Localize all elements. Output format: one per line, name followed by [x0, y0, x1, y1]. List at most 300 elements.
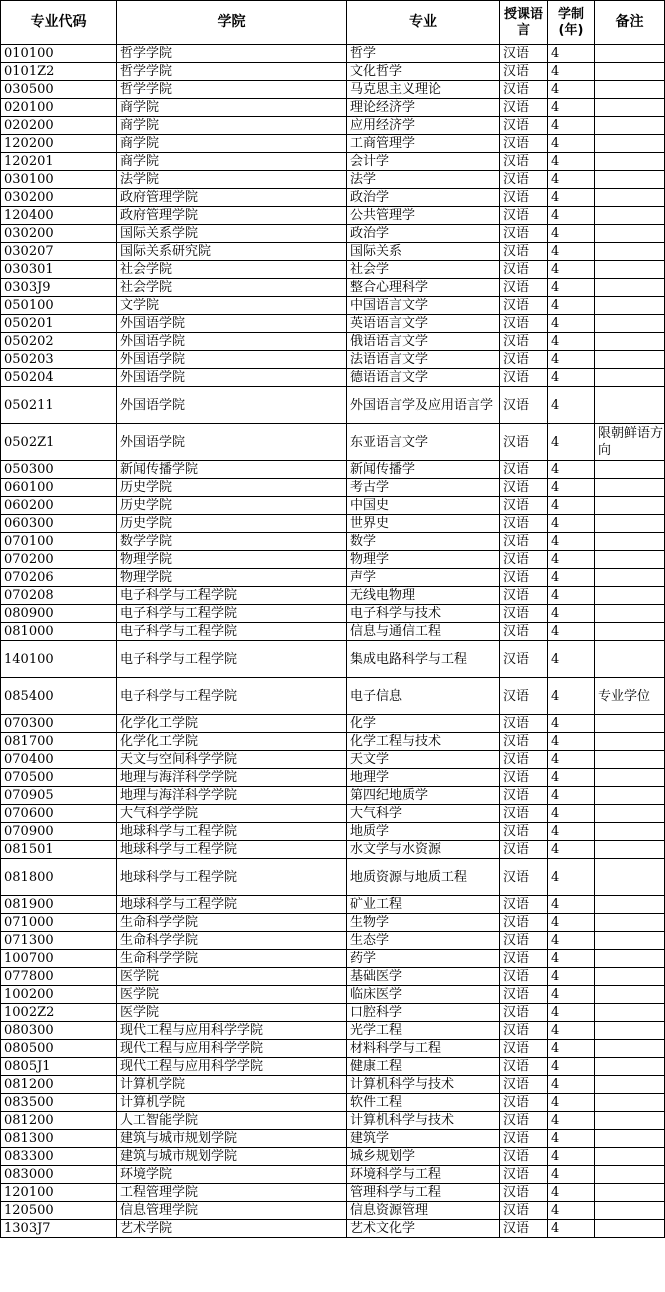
code-cell: 083500 [1, 1094, 117, 1112]
table-row [1, 986, 665, 1004]
table-row [1, 1094, 665, 1112]
language-cell: 汉语 [500, 841, 548, 859]
code-cell: 070206 [1, 569, 117, 587]
major-cell: 水文学与水资源 [347, 841, 500, 859]
header-college: 学院 [117, 1, 347, 45]
code-cell: 0303J9 [1, 279, 117, 297]
note-cell [595, 387, 665, 424]
code-cell: 070500 [1, 769, 117, 787]
note-cell [595, 823, 665, 841]
duration-cell: 4 [548, 315, 595, 333]
language-cell: 汉语 [500, 153, 548, 171]
table-row [1, 369, 665, 387]
code-cell: 081900 [1, 896, 117, 914]
duration-cell: 4 [548, 45, 595, 63]
duration-cell: 4 [548, 297, 595, 315]
language-cell: 汉语 [500, 751, 548, 769]
language-cell: 汉语 [500, 623, 548, 641]
table-row [1, 515, 665, 533]
major-cell: 健康工程 [347, 1058, 500, 1076]
college-cell: 环境学院 [117, 1166, 347, 1184]
major-cell: 数学 [347, 533, 500, 551]
code-cell: 060100 [1, 479, 117, 497]
note-cell [595, 351, 665, 369]
note-cell [595, 515, 665, 533]
duration-cell: 4 [548, 805, 595, 823]
language-cell: 汉语 [500, 896, 548, 914]
duration-cell: 4 [548, 1202, 595, 1220]
code-cell: 071300 [1, 932, 117, 950]
table-row [1, 678, 665, 715]
major-cell: 建筑学 [347, 1130, 500, 1148]
note-cell [595, 751, 665, 769]
college-cell: 商学院 [117, 153, 347, 171]
major-cell: 马克思主义理论 [347, 81, 500, 99]
language-cell: 汉语 [500, 189, 548, 207]
language-cell: 汉语 [500, 950, 548, 968]
table-row [1, 551, 665, 569]
code-cell: 070400 [1, 751, 117, 769]
table-row [1, 605, 665, 623]
language-cell: 汉语 [500, 515, 548, 533]
duration-cell: 4 [548, 968, 595, 986]
language-cell: 汉语 [500, 733, 548, 751]
duration-cell: 4 [548, 841, 595, 859]
major-cell: 会计学 [347, 153, 500, 171]
duration-cell: 4 [548, 1040, 595, 1058]
duration-cell: 4 [548, 678, 595, 715]
code-cell: 050100 [1, 297, 117, 315]
table-header-row [1, 1, 665, 45]
note-cell [595, 135, 665, 153]
table-row [1, 1022, 665, 1040]
college-cell: 哲学学院 [117, 63, 347, 81]
duration-cell: 4 [548, 1094, 595, 1112]
table-row [1, 315, 665, 333]
duration-cell: 4 [548, 533, 595, 551]
table-row [1, 1076, 665, 1094]
note-cell [595, 587, 665, 605]
major-cell: 管理科学与工程 [347, 1184, 500, 1202]
table-row [1, 950, 665, 968]
note-cell [595, 1076, 665, 1094]
code-cell: 120100 [1, 1184, 117, 1202]
table-row [1, 63, 665, 81]
duration-cell: 4 [548, 986, 595, 1004]
college-cell: 电子科学与工程学院 [117, 641, 347, 678]
college-cell: 社会学院 [117, 261, 347, 279]
major-cell: 法语语言文学 [347, 351, 500, 369]
duration-cell: 4 [548, 1112, 595, 1130]
major-cell: 外国语言学及应用语言学 [347, 387, 500, 424]
code-cell: 030207 [1, 243, 117, 261]
major-cell: 化学工程与技术 [347, 733, 500, 751]
code-cell: 050202 [1, 333, 117, 351]
code-cell: 010100 [1, 45, 117, 63]
major-cell: 地质资源与地质工程 [347, 859, 500, 896]
table-row [1, 1202, 665, 1220]
table-row [1, 171, 665, 189]
duration-cell: 4 [548, 225, 595, 243]
table-row [1, 1130, 665, 1148]
language-cell: 汉语 [500, 1022, 548, 1040]
major-cell: 电子科学与技术 [347, 605, 500, 623]
code-cell: 050211 [1, 387, 117, 424]
college-cell: 天文与空间科学学院 [117, 751, 347, 769]
note-cell [595, 207, 665, 225]
major-cell: 整合心理科学 [347, 279, 500, 297]
language-cell: 汉语 [500, 171, 548, 189]
code-cell: 030301 [1, 261, 117, 279]
header-code: 专业代码 [1, 1, 117, 45]
note-cell [595, 225, 665, 243]
code-cell: 081200 [1, 1076, 117, 1094]
header-major: 专业 [347, 1, 500, 45]
table-row [1, 896, 665, 914]
duration-cell: 4 [548, 823, 595, 841]
note-cell [595, 461, 665, 479]
major-cell: 物理学 [347, 551, 500, 569]
code-cell: 140100 [1, 641, 117, 678]
language-cell: 汉语 [500, 81, 548, 99]
code-cell: 081501 [1, 841, 117, 859]
duration-cell: 4 [548, 1022, 595, 1040]
college-cell: 物理学院 [117, 569, 347, 587]
language-cell: 汉语 [500, 587, 548, 605]
major-cell: 化学 [347, 715, 500, 733]
code-cell: 081000 [1, 623, 117, 641]
major-cell: 生态学 [347, 932, 500, 950]
table-row [1, 153, 665, 171]
major-cell: 材料科学与工程 [347, 1040, 500, 1058]
duration-cell: 4 [548, 99, 595, 117]
note-cell [595, 1040, 665, 1058]
college-cell: 现代工程与应用科学学院 [117, 1022, 347, 1040]
major-cell: 德语语言文学 [347, 369, 500, 387]
table-row [1, 1004, 665, 1022]
code-cell: 050201 [1, 315, 117, 333]
college-cell: 电子科学与工程学院 [117, 587, 347, 605]
table-row [1, 479, 665, 497]
language-cell: 汉语 [500, 333, 548, 351]
code-cell: 120200 [1, 135, 117, 153]
language-cell: 汉语 [500, 117, 548, 135]
header-language: 授课语言 [500, 1, 548, 45]
language-cell: 汉语 [500, 914, 548, 932]
major-cell: 文化哲学 [347, 63, 500, 81]
note-cell [595, 1184, 665, 1202]
note-cell [595, 787, 665, 805]
language-cell: 汉语 [500, 787, 548, 805]
major-cell: 艺术文化学 [347, 1220, 500, 1238]
note-cell [595, 932, 665, 950]
language-cell: 汉语 [500, 569, 548, 587]
duration-cell: 4 [548, 81, 595, 99]
major-cell: 口腔科学 [347, 1004, 500, 1022]
note-cell [595, 153, 665, 171]
note-cell: 专业学位 [595, 678, 665, 715]
major-cell: 哲学 [347, 45, 500, 63]
language-cell: 汉语 [500, 605, 548, 623]
duration-cell: 4 [548, 1148, 595, 1166]
code-cell: 050203 [1, 351, 117, 369]
duration-cell: 4 [548, 1076, 595, 1094]
college-cell: 新闻传播学院 [117, 461, 347, 479]
table-row [1, 569, 665, 587]
language-cell: 汉语 [500, 1148, 548, 1166]
college-cell: 地理与海洋科学学院 [117, 769, 347, 787]
note-cell [595, 189, 665, 207]
code-cell: 060200 [1, 497, 117, 515]
major-cell: 大气科学 [347, 805, 500, 823]
code-cell: 080900 [1, 605, 117, 623]
language-cell: 汉语 [500, 1004, 548, 1022]
table-row [1, 715, 665, 733]
duration-cell: 4 [548, 1184, 595, 1202]
table-row [1, 859, 665, 896]
duration-cell: 4 [548, 641, 595, 678]
note-cell [595, 315, 665, 333]
code-cell: 020200 [1, 117, 117, 135]
code-cell: 120500 [1, 1202, 117, 1220]
note-cell [595, 1022, 665, 1040]
table-row [1, 1148, 665, 1166]
major-cell: 药学 [347, 950, 500, 968]
code-cell: 081300 [1, 1130, 117, 1148]
code-cell: 083000 [1, 1166, 117, 1184]
note-cell [595, 497, 665, 515]
major-cell: 社会学 [347, 261, 500, 279]
note-cell [595, 171, 665, 189]
code-cell: 060300 [1, 515, 117, 533]
table-row [1, 424, 665, 461]
table-row [1, 279, 665, 297]
major-cell: 声学 [347, 569, 500, 587]
table-row [1, 733, 665, 751]
major-cell: 矿业工程 [347, 896, 500, 914]
duration-cell: 4 [548, 751, 595, 769]
duration-cell: 4 [548, 623, 595, 641]
college-cell: 外国语学院 [117, 333, 347, 351]
college-cell: 地球科学与工程学院 [117, 841, 347, 859]
table-row [1, 99, 665, 117]
note-cell [595, 641, 665, 678]
duration-cell: 4 [548, 1004, 595, 1022]
duration-cell: 4 [548, 243, 595, 261]
college-cell: 计算机学院 [117, 1076, 347, 1094]
duration-cell: 4 [548, 153, 595, 171]
major-cell: 无线电物理 [347, 587, 500, 605]
note-cell [595, 605, 665, 623]
college-cell: 计算机学院 [117, 1094, 347, 1112]
language-cell: 汉语 [500, 207, 548, 225]
college-cell: 哲学学院 [117, 45, 347, 63]
note-cell [595, 45, 665, 63]
language-cell: 汉语 [500, 932, 548, 950]
code-cell: 070905 [1, 787, 117, 805]
code-cell: 071000 [1, 914, 117, 932]
language-cell: 汉语 [500, 986, 548, 1004]
table-row [1, 787, 665, 805]
duration-cell: 4 [548, 932, 595, 950]
note-cell [595, 1148, 665, 1166]
major-cell: 临床医学 [347, 986, 500, 1004]
note-cell [595, 623, 665, 641]
note-cell [595, 950, 665, 968]
language-cell: 汉语 [500, 461, 548, 479]
duration-cell: 4 [548, 261, 595, 279]
major-cell: 俄语语言文学 [347, 333, 500, 351]
table-row [1, 1166, 665, 1184]
note-cell [595, 479, 665, 497]
college-cell: 外国语学院 [117, 315, 347, 333]
language-cell: 汉语 [500, 1058, 548, 1076]
college-cell: 人工智能学院 [117, 1112, 347, 1130]
table-row [1, 225, 665, 243]
language-cell: 汉语 [500, 45, 548, 63]
table-row [1, 117, 665, 135]
code-cell: 081800 [1, 859, 117, 896]
table-row [1, 45, 665, 63]
college-cell: 电子科学与工程学院 [117, 605, 347, 623]
code-cell: 050204 [1, 369, 117, 387]
table-row [1, 135, 665, 153]
code-cell: 1002Z2 [1, 1004, 117, 1022]
code-cell: 030100 [1, 171, 117, 189]
duration-cell: 4 [548, 950, 595, 968]
table-row [1, 823, 665, 841]
major-cell: 应用经济学 [347, 117, 500, 135]
college-cell: 商学院 [117, 117, 347, 135]
duration-cell: 4 [548, 515, 595, 533]
college-cell: 地球科学与工程学院 [117, 823, 347, 841]
language-cell: 汉语 [500, 1076, 548, 1094]
language-cell: 汉语 [500, 1166, 548, 1184]
code-cell: 020100 [1, 99, 117, 117]
major-cell: 英语语言文学 [347, 315, 500, 333]
code-cell: 070900 [1, 823, 117, 841]
table-row [1, 81, 665, 99]
major-cell: 计算机科学与技术 [347, 1112, 500, 1130]
college-cell: 物理学院 [117, 551, 347, 569]
note-cell [595, 914, 665, 932]
duration-cell: 4 [548, 171, 595, 189]
language-cell: 汉语 [500, 351, 548, 369]
table-row [1, 968, 665, 986]
duration-cell: 4 [548, 479, 595, 497]
major-cell: 基础医学 [347, 968, 500, 986]
table-row [1, 461, 665, 479]
note-cell [595, 533, 665, 551]
code-cell: 1303J7 [1, 1220, 117, 1238]
college-cell: 生命科学学院 [117, 932, 347, 950]
code-cell: 100200 [1, 986, 117, 1004]
note-cell [595, 63, 665, 81]
college-cell: 国际关系研究院 [117, 243, 347, 261]
college-cell: 电子科学与工程学院 [117, 623, 347, 641]
college-cell: 医学院 [117, 986, 347, 1004]
table-row [1, 914, 665, 932]
college-cell: 历史学院 [117, 479, 347, 497]
language-cell: 汉语 [500, 859, 548, 896]
college-cell: 哲学学院 [117, 81, 347, 99]
major-cell: 城乡规划学 [347, 1148, 500, 1166]
duration-cell: 4 [548, 135, 595, 153]
code-cell: 120201 [1, 153, 117, 171]
code-cell: 030200 [1, 225, 117, 243]
code-cell: 080300 [1, 1022, 117, 1040]
code-cell: 081700 [1, 733, 117, 751]
language-cell: 汉语 [500, 641, 548, 678]
language-cell: 汉语 [500, 1184, 548, 1202]
code-cell: 030500 [1, 81, 117, 99]
college-cell: 化学化工学院 [117, 733, 347, 751]
language-cell: 汉语 [500, 243, 548, 261]
college-cell: 医学院 [117, 1004, 347, 1022]
college-cell: 电子科学与工程学院 [117, 678, 347, 715]
college-cell: 地理与海洋科学学院 [117, 787, 347, 805]
table-row [1, 189, 665, 207]
college-cell: 外国语学院 [117, 351, 347, 369]
major-cell: 中国语言文学 [347, 297, 500, 315]
language-cell: 汉语 [500, 479, 548, 497]
note-cell [595, 1004, 665, 1022]
duration-cell: 4 [548, 351, 595, 369]
note-cell [595, 1220, 665, 1238]
major-cell: 工商管理学 [347, 135, 500, 153]
note-cell [595, 569, 665, 587]
note-cell [595, 805, 665, 823]
note-cell [595, 551, 665, 569]
table-row [1, 297, 665, 315]
college-cell: 现代工程与应用科学学院 [117, 1040, 347, 1058]
code-cell: 070300 [1, 715, 117, 733]
duration-cell: 4 [548, 1220, 595, 1238]
table-row [1, 333, 665, 351]
header-note: 备注 [595, 1, 665, 45]
college-cell: 政府管理学院 [117, 207, 347, 225]
major-cell: 政治学 [347, 225, 500, 243]
college-cell: 建筑与城市规划学院 [117, 1130, 347, 1148]
language-cell: 汉语 [500, 1094, 548, 1112]
note-cell [595, 841, 665, 859]
note-cell [595, 1058, 665, 1076]
duration-cell: 4 [548, 551, 595, 569]
language-cell: 汉语 [500, 387, 548, 424]
college-cell: 外国语学院 [117, 369, 347, 387]
duration-cell: 4 [548, 424, 595, 461]
note-cell [595, 279, 665, 297]
language-cell: 汉语 [500, 297, 548, 315]
major-cell: 计算机科学与技术 [347, 1076, 500, 1094]
code-cell: 070600 [1, 805, 117, 823]
college-cell: 文学院 [117, 297, 347, 315]
college-cell: 政府管理学院 [117, 189, 347, 207]
table-row [1, 1112, 665, 1130]
major-cell: 集成电路科学与工程 [347, 641, 500, 678]
note-cell [595, 243, 665, 261]
code-cell: 080500 [1, 1040, 117, 1058]
college-cell: 法学院 [117, 171, 347, 189]
language-cell: 汉语 [500, 225, 548, 243]
note-cell [595, 1094, 665, 1112]
college-cell: 国际关系学院 [117, 225, 347, 243]
college-cell: 外国语学院 [117, 387, 347, 424]
note-cell [595, 986, 665, 1004]
duration-cell: 4 [548, 387, 595, 424]
table-row [1, 497, 665, 515]
language-cell: 汉语 [500, 805, 548, 823]
